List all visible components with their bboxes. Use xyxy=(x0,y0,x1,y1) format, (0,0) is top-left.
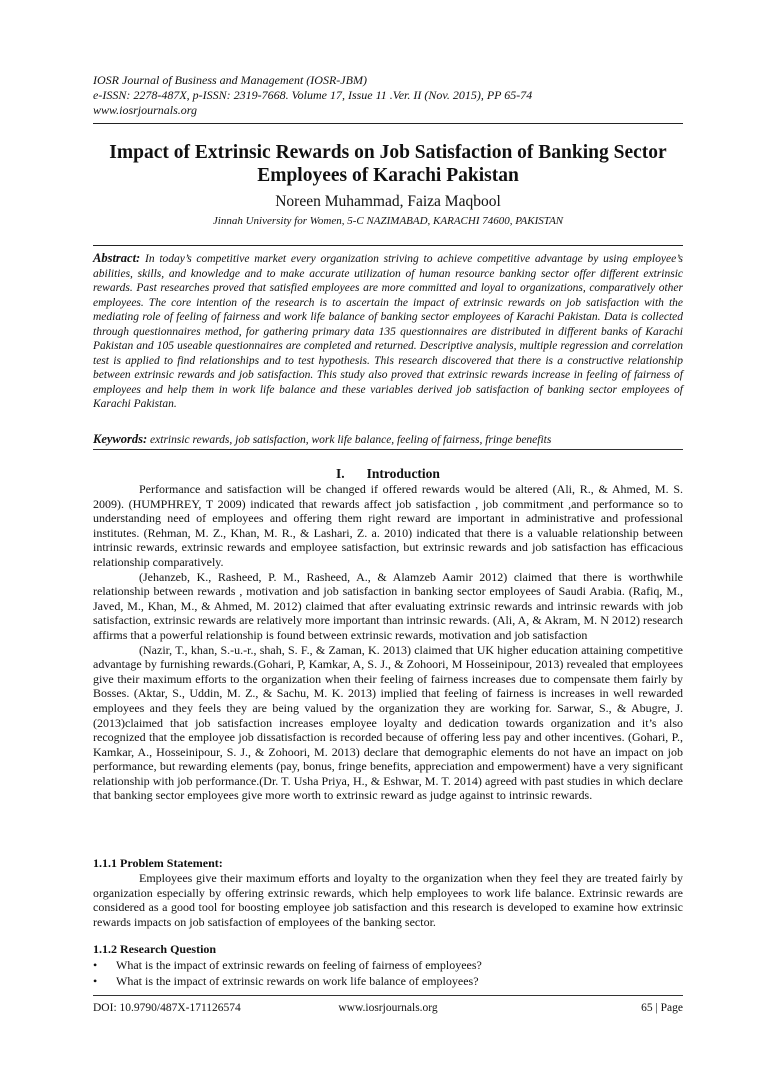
abstract-top-rule xyxy=(93,245,683,246)
section-number: I. xyxy=(336,466,345,481)
problem-statement-body xyxy=(93,871,683,929)
journal-name: IOSR Journal of Business and Management (IOSR-JBM) xyxy=(93,73,367,87)
abstract-text: In today’s competitive market every organization striving to achieve competitive advantage by using employee’s abilities, skills, and knowledge and to make accurate utilization of human resource banking sector offer different extrinsic rewards. Past researches proved that satisfied employees are more committed and loyal to organizations, comparatively other employees. The core intention of the research is to ascertain the impact of extrinsic rewards on job satisfaction with the mediating role of feeling of fairness and work life balance of banking sector employees of Karachi Pakistan. Data is collected through questionnaires method, for gathering primary data 135 questionnaires are distributed in different banks of Karachi Pakistan and 105 useable questionnaires are completed and returned. Descriptive analysis, multiple regression and correlation test is applied to find relationships and to test hypothesis. This research discovered that there is a constructive relationship between extrinsic rewards and job satisfaction. This study also proved that extrinsic rewards increase in feeling of fairness of employees and help them in work life balance and these variables derived job satisfaction of banking sector employees of Karachi Pakistan. xyxy=(93,253,683,410)
journal-header xyxy=(93,73,683,118)
paper-authors: Noreen Muhammad, Faiza Maqbool xyxy=(275,193,501,210)
problem-statement-heading: 1.1.1 Problem Statement: xyxy=(93,856,223,870)
footer-rule xyxy=(93,995,683,996)
intro-paragraph: (Jehanzeb, K., Rasheed, P. M., Rasheed, A., & Alamzeb Aamir 2012) claimed that there is worthwhile relationship between rewards , motivation and job satisfaction in banking sector employees of Saudi Arabia. (Rafiq, M., Javed, M., Khan, M., & Ahmed, M. 2012) claimed that after evaluating extrinsic rewards and intrinsic rewards with job satisfaction, extrinsic rewards are relatively more important than intrinsic rewards. (Ali, A, & Akram, M. N 2012) research affirms that a powerful relationship is found between extrinsic rewards, motivation and job satisfaction xyxy=(93,569,683,642)
research-question-text: What is the impact of extrinsic rewards on work life balance of employees? xyxy=(116,973,479,988)
research-question-heading: 1.1.2 Research Question xyxy=(93,942,217,956)
journal-issn-volume: e-ISSN: 2278-487X, p-ISSN: 2319-7668. Volume 17, Issue 11 .Ver. II (Nov. 2015), PP 65-74 xyxy=(93,88,533,102)
list-item xyxy=(93,958,683,974)
bullet-icon: • xyxy=(93,973,98,988)
keywords-text: extrinsic rewards, job satisfaction, work life balance, feeling of fairness, fringe benefits xyxy=(150,434,552,446)
list-item xyxy=(93,974,683,990)
footer-website: www.iosrjournals.org xyxy=(338,1002,438,1014)
research-question-text: What is the impact of extrinsic rewards on feeling of fairness of employees? xyxy=(116,958,482,972)
keywords-label: Keywords: xyxy=(93,432,148,446)
footer-page-number: 65 | Page xyxy=(641,1002,683,1014)
header-rule xyxy=(93,123,683,124)
introduction-body xyxy=(93,482,683,803)
bullet-icon: • xyxy=(93,958,98,972)
research-question-list xyxy=(93,958,683,989)
section-heading-introduction xyxy=(93,466,683,482)
section-title: Introduction xyxy=(366,466,440,481)
author-affiliation: Jinnah University for Women, 5-C NAZIMABAD, KARACHI 74600, PAKISTAN xyxy=(212,215,564,227)
paper-title: Impact of Extrinsic Rewards on Job Satisfaction of Banking Sector Employees of Karachi Pakistan xyxy=(109,142,667,186)
problem-statement-text: Employees give their maximum efforts and loyalty to the organization when they feel they are treated fairly by organization especially by offering extrinsic rewards, which help employees to work life balance. Extrinsic rewards are considered as a good tool for boosting employee job satisfaction and this research is developed to examine how extrinsic rewards impacts on job satisfaction of employees of the banking sector. xyxy=(93,871,683,929)
footer-doi: DOI: 10.9790/487X-171126574 xyxy=(93,1002,241,1014)
abstract-label: Abstract: xyxy=(93,251,141,265)
intro-paragraph: Performance and satisfaction will be changed if offered rewards would be altered (Ali, R., & Ahmed, M. S. 2009). (HUMPHREY, T 2009) indicated that rewards affect job satisfaction , job commitment ,and performance so to understanding need of employees and offering them right reward are important in administrative and professional institutes. (Rehman, M. Z., Khan, M. R., & Lashari, Z. a. 2010) indicated that there is a valuable relationship between intrinsic rewards, extrinsic rewards and employee satisfaction, but extrinsic rewards and job satisfaction has efficacious relationship comparatively. xyxy=(93,482,683,569)
journal-website: www.iosrjournals.org xyxy=(93,103,198,117)
keywords xyxy=(93,432,683,448)
abstract xyxy=(93,251,683,412)
keywords-rule xyxy=(93,449,683,450)
intro-paragraph: (Nazir, T., khan, S.-u.-r., shah, S. F., & Zaman, K. 2013) claimed that UK higher education attaining competitive advantage by furnishing rewards.(Gohari, P, Kamkar, A, S. J., & Zohoori, M Hosseinipour, 2013) revealed that employees give their maximum efforts to the organization when their feeling of fairness increases due to compensate them fairly by Bosses. (Aktar, S., Uddin, M. Z., & Sachu, M. K. 2013) implied that feeling of fairness is increases in well rewarded employees and they feels they are being valued by the organization they are working for. Sarwar, S., & Abugre, J. (2013)claimed that job satisfaction increases employee loyalty and dedication towards organization and it’s also recognized that the employee job dissatisfaction is recorded because of offering less pay and other incentives. (Gohari, P., Kamkar, A., Hosseinipour, S. J., & Zohoori, M. 2013) declare that demographic elements do not have an impact on job performance, but rewarding elements (pay, bonus, fringe benefits, appreciation and empowerment) have a very significant relationship with job performance.(Dr. T. Usha Priya, H., & Eshwar, M. T. 2014) agreed with past studies in which declare that banking sector employees give more worth to extrinsic reward as judge against to intrinsic rewards. xyxy=(93,642,683,803)
